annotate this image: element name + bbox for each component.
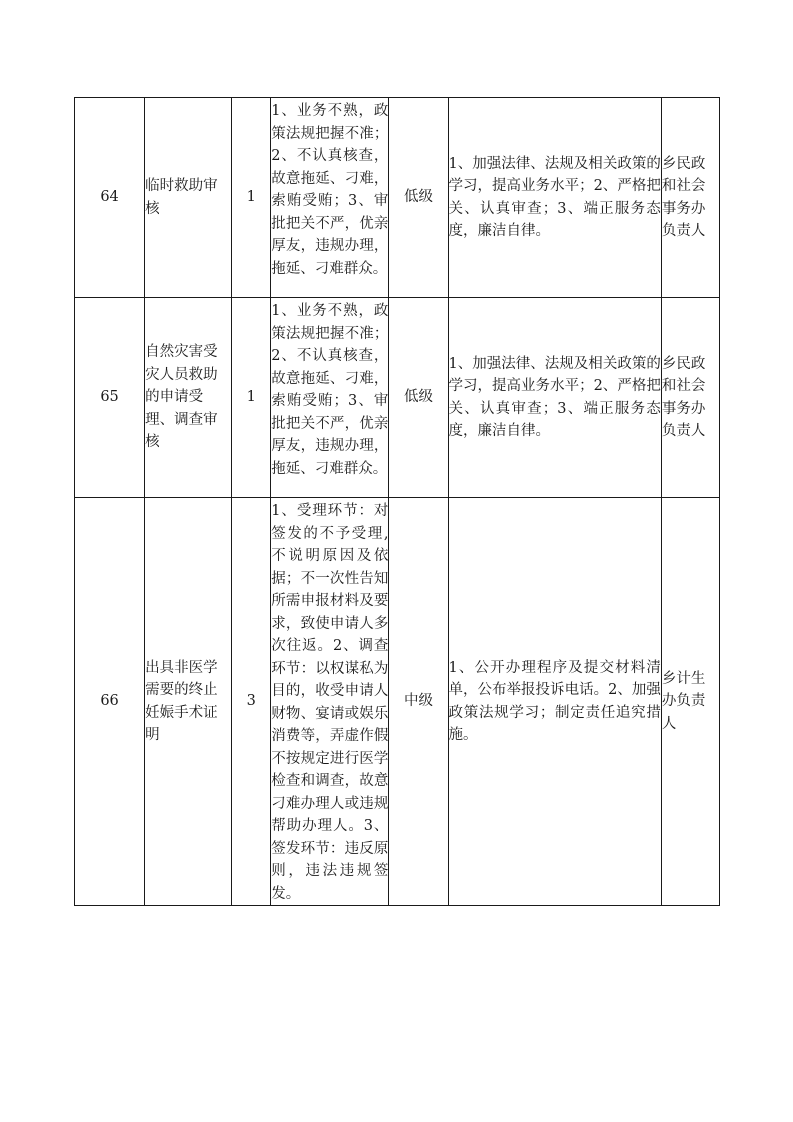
table-row <box>75 98 720 298</box>
prevention-measures: 1、公开办理程序及提交材料清单，公布举报投诉电话。2、加强政策法规学习；制定责任追究措施。 <box>448 498 661 906</box>
table-row <box>75 498 720 906</box>
risk-level-number: 3 <box>232 498 271 906</box>
risk-description: 1、业务不熟，政策法规把握不准；2、不认真核查，故意拖延、刁难，索贿受贿；3、审批把关不严，优亲厚友，违规办理，拖延、刁难群众。 <box>271 98 389 298</box>
risk-description: 1、业务不熟，政策法规把握不准；2、不认真核查，故意拖延、刁难，索贿受贿；3、审批把关不严，优亲厚友，违规办理，拖延、刁难群众。 <box>271 298 389 498</box>
risk-level-number: 1 <box>232 98 271 298</box>
responsible-person: 乡民政和社会事务办负责人 <box>661 98 719 298</box>
risk-description: 1、受理环节：对签发的不予受理,不说明原因及依据；不一次性告知所需申报材料及要求，致使申请人多次往返。2、调查环节：以权谋私为目的，收受申请人财物、宴请或娱乐消费等，弄虚作假不按规定进行医学检查和调查，故意刁难办理人或违规帮助办理人。3、签发环节：违反原则，违法违规签发。 <box>271 498 389 906</box>
risk-grade: 低级 <box>389 298 448 498</box>
item-name: 出具非医学需要的终止妊娠手术证明 <box>145 498 232 906</box>
row-number: 65 <box>75 298 145 498</box>
responsible-person: 乡计生办负责人 <box>661 498 719 906</box>
responsible-person: 乡民政和社会事务办负责人 <box>661 298 719 498</box>
row-number: 66 <box>75 498 145 906</box>
risk-grade: 中级 <box>389 498 448 906</box>
prevention-measures: 1、加强法律、法规及相关政策的学习，提高业务水平；2、严格把关、认真审查；3、端正服务态度，廉洁自律。 <box>448 98 661 298</box>
item-name: 自然灾害受灾人员救助的申请受理、调查审核 <box>145 298 232 498</box>
risk-level-number: 1 <box>232 298 271 498</box>
row-number: 64 <box>75 98 145 298</box>
prevention-measures: 1、加强法律、法规及相关政策的学习，提高业务水平；2、严格把关、认真审查；3、端正服务态度，廉洁自律。 <box>448 298 661 498</box>
table-row <box>75 298 720 498</box>
item-name: 临时救助审核 <box>145 98 232 298</box>
risk-grade: 低级 <box>389 98 448 298</box>
risk-table <box>74 97 720 906</box>
